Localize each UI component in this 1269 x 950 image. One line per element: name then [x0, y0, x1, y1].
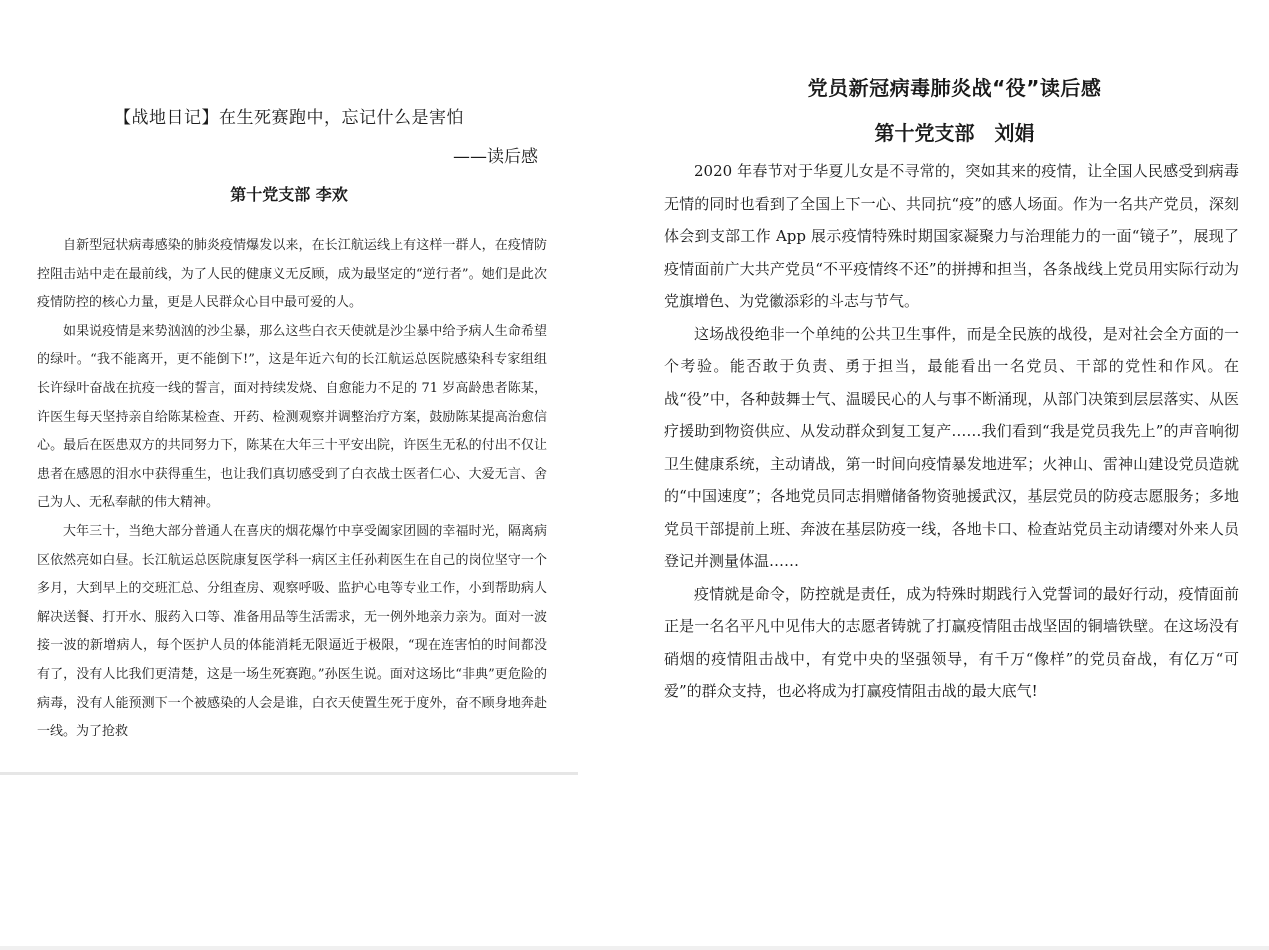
left-article-body: [37, 232, 547, 747]
right-article-title: 党员新冠病毒肺炎战“役”读后感: [807, 76, 1102, 100]
right-paragraph-1: 2020 年春节对于华夏儿女是不寻常的，突如其来的疫情，让全国人民感受到病毒无情的同时也看到了全国上下一心、共同抗“疫”的感人场面。作为一名共产党员，深刻体会到支部工作 App 展示疫情特殊时期国家凝聚力与治理能力的一面“镜子”，展现了疫情面前广大共产党员“不平疫情终不还”的拼搏和担当，各条战线上党员用实际行动为党旗增色、为党徽添彩的斗志与节气。: [664, 162, 1239, 310]
left-paragraph-1: 自新型冠状病毒感染的肺炎疫情爆发以来，在长江航运线上有这样一群人，在疫情防控阻击站中走在最前线，为了人民的健康义无反顾，成为最坚定的“逆行者”。她们是此次疫情防控的核心力量，更是人民群众心目中最可爱的人。: [37, 238, 547, 311]
right-document-page: [640, 0, 1269, 720]
left-paragraph-3: 大年三十，当绝大部分普通人在喜庆的烟花爆竹中享受阖家团圆的幸福时光，隔离病区依然亮如白昼。长江航运总医院康复医学科一病区主任孙莉医生在自己的岗位坚守一个多月，大到早上的交班汇总、分组查房、观察呼吸、监护心电等专业工作，小到帮助病人解决送餐、打开水、服药入口等、准备用品等生活需求，无一例外地亲力亲为。面对一波接一波的新增病人，每个医护人员的体能消耗无限逼近于极限，“现在连害怕的时间都没有了，没有人比我们更清楚，这是一场生死赛跑。”孙医生说。面对这场比“非典”更危险的病毒，没有人能预测下一个被感染的人会是谁，白衣天使置生死于度外，奋不顾身地奔赴一线。为了抢救: [37, 523, 547, 740]
left-paragraph-2: 如果说疫情是来势汹汹的沙尘暴，那么这些白衣天使就是沙尘暴中给予病人生命希望的绿叶。“我不能离开，更不能倒下!”，这是年近六旬的长江航运总医院感染科专家组组长许绿叶奋战在抗疫一线的誓言，面对持续发烧、自愈能力不足的 71 岁高龄患者陈某，许医生每天坚持亲自给陈某检查、开药、检测观察并调整治疗方案，鼓励陈某提高治愈信心。最后在医患双方的共同努力下，陈某在大年三十平安出院，许医生无私的付出不仅让患者在感恩的泪水中获得重生，也让我们真切感受到了白衣战士医者仁心、大爱无言、舍己为人、无私奉献的伟大精神。: [37, 323, 547, 511]
right-article-byline: 第十党支部 刘娟: [874, 121, 1035, 145]
left-article-title: 【战地日记】在生死赛跑中，忘记什么是害怕: [114, 108, 464, 128]
right-paragraph-3: 疫情就是命令，防控就是责任，成为特殊时期践行入党誓词的最好行动，疫情面前正是一名名平凡中见伟大的志愿者铸就了打赢疫情阻击战坚固的铜墙铁壁。在这场没有硝烟的疫情阻击战中，有党中央的坚强领导，有千万“像样”的党员奋战，有亿万“可爱”的群众支持，也必将成为打赢疫情阻击战的最大底气!: [664, 584, 1239, 700]
right-article-body: [664, 155, 1239, 708]
left-article-subtitle: ——读后感: [453, 147, 538, 167]
left-document-page: [0, 0, 578, 775]
left-article-byline: 第十党支部 李欢: [230, 185, 348, 204]
right-paragraph-2: 这场战役绝非一个单纯的公共卫生事件，而是全民族的战役，是对社会全方面的一个考验。能否敢于负责、勇于担当，最能看出一名党员、干部的党性和作风。在战“役”中，各种鼓舞士气、温暖民心的人与事不断涌现，从部门决策到层层落实、从医疗援助到物资供应、从发动群众到复工复产……我们看到“我是党员我先上”的声音响彻卫生健康系统，主动请战，第一时间向疫情暴发地进军；火神山、雷神山建设党员造就的“中国速度”；各地党员同志捐赠储备物资驰援武汉，基层党员的防疫志愿服务；多地党员干部提前上班、奔波在基层防疫一线，各地卡口、检查站党员主动请缨对外来人员登记并测量体温……: [664, 324, 1239, 570]
bottom-divider: [0, 946, 1269, 950]
